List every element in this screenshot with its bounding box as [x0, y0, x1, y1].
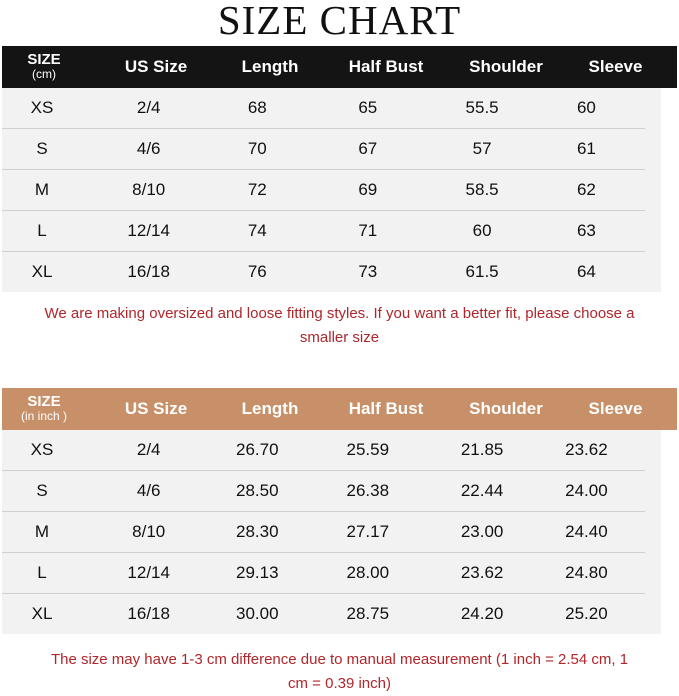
- table-header: [2, 46, 677, 88]
- table-row: [2, 553, 645, 594]
- cell-length: 28.30: [236, 522, 279, 541]
- cell-length: 68: [247, 98, 267, 117]
- size-table-cm: [2, 46, 677, 292]
- header-length: Length: [241, 399, 299, 418]
- cell-sleeve: 24.00: [565, 481, 608, 500]
- table-row: [2, 88, 645, 129]
- header-sleeve: Sleeve: [588, 399, 643, 418]
- table-row: [2, 170, 645, 211]
- cell-half-bust: 65: [358, 98, 378, 117]
- table-row: [2, 211, 645, 252]
- cell-us-size: 4/6: [136, 481, 161, 500]
- table-row: [2, 252, 645, 292]
- cell-shoulder: 55.5: [465, 98, 499, 117]
- cell-size: M: [34, 180, 50, 199]
- cell-sleeve: 23.62: [565, 440, 608, 459]
- header-us-size: US Size: [124, 399, 188, 418]
- table-row: [2, 512, 645, 553]
- table-row: [2, 430, 645, 471]
- cell-half-bust: 27.17: [346, 522, 390, 541]
- cell-shoulder: 57: [472, 139, 492, 158]
- header-half-bust: Half Bust: [348, 57, 424, 76]
- size-table-inch: [2, 388, 677, 634]
- size-header-label: SIZE: [27, 393, 61, 410]
- cell-half-bust: 28.00: [346, 563, 390, 582]
- cell-size: S: [36, 139, 48, 158]
- cell-sleeve: 63: [576, 221, 596, 240]
- unit-label: (cm): [32, 67, 56, 81]
- measurement-note: The size may have 1-3 cm difference due to manual measurement (1 inch = 2.54 cm, 1 cm = 0.39 inch): [50, 651, 629, 692]
- cell-length: 74: [247, 221, 267, 240]
- table-header: [2, 388, 677, 430]
- cell-sleeve: 62: [576, 180, 596, 199]
- cell-shoulder: 58.5: [465, 180, 499, 199]
- cell-sleeve: 24.40: [565, 522, 608, 541]
- cell-half-bust: 25.59: [346, 440, 390, 459]
- header-sleeve: Sleeve: [588, 57, 643, 76]
- cell-half-bust: 69: [358, 180, 378, 199]
- size-header-label: SIZE: [27, 51, 61, 68]
- table-row: [2, 129, 645, 170]
- cell-sleeve: 61: [576, 139, 596, 158]
- cell-shoulder: 61.5: [465, 262, 499, 281]
- cell-sleeve: 24.80: [565, 563, 608, 582]
- cell-length: 29.13: [236, 563, 279, 582]
- cell-half-bust: 28.75: [346, 604, 390, 623]
- page-title: SIZE CHART: [217, 0, 462, 43]
- unit-label: (in inch ): [20, 409, 67, 423]
- cell-length: 72: [247, 180, 267, 199]
- cell-length: 76: [247, 262, 267, 281]
- table-row: [2, 594, 645, 634]
- cell-size: S: [36, 481, 48, 500]
- cell-size: L: [37, 221, 47, 240]
- cell-us-size: 4/6: [136, 139, 161, 158]
- cell-size: XS: [30, 440, 54, 459]
- cell-shoulder: 24.20: [460, 604, 504, 623]
- cell-us-size: 12/14: [127, 563, 170, 582]
- cell-us-size: 16/18: [127, 262, 170, 281]
- cell-sleeve: 25.20: [565, 604, 608, 623]
- cell-half-bust: 71: [358, 221, 378, 240]
- fit-note: We are making oversized and loose fitting styles. If you want a better fit, please choose a smaller size: [44, 305, 635, 346]
- cell-half-bust: 26.38: [346, 481, 390, 500]
- header-length: Length: [241, 57, 299, 76]
- cell-shoulder: 23.00: [460, 522, 504, 541]
- table-body: [2, 430, 661, 634]
- cell-size: L: [37, 563, 47, 582]
- cell-shoulder: 22.44: [460, 481, 504, 500]
- cell-size: M: [34, 522, 50, 541]
- cell-size: XL: [31, 262, 53, 281]
- cell-size: XL: [31, 604, 53, 623]
- cell-length: 28.50: [236, 481, 279, 500]
- cell-shoulder: 60: [472, 221, 492, 240]
- cell-size: XS: [30, 98, 54, 117]
- cell-us-size: 8/10: [132, 180, 166, 199]
- cell-sleeve: 60: [576, 98, 596, 117]
- size-header-cell: [2, 395, 86, 423]
- cell-us-size: 2/4: [136, 440, 161, 459]
- cell-length: 70: [247, 139, 267, 158]
- cell-sleeve: 64: [576, 262, 596, 281]
- cell-half-bust: 67: [358, 139, 378, 158]
- header-shoulder: Shoulder: [469, 57, 543, 76]
- header-half-bust: Half Bust: [348, 399, 424, 418]
- cell-length: 26.70: [236, 440, 279, 459]
- header-shoulder: Shoulder: [469, 399, 543, 418]
- table-body: [2, 88, 661, 292]
- cell-us-size: 2/4: [136, 98, 161, 117]
- cell-us-size: 8/10: [132, 522, 166, 541]
- header-us-size: US Size: [124, 57, 188, 76]
- size-header-cell: [2, 53, 86, 81]
- cell-half-bust: 73: [358, 262, 378, 281]
- cell-shoulder: 23.62: [460, 563, 504, 582]
- cell-us-size: 12/14: [127, 221, 170, 240]
- table-row: [2, 471, 645, 512]
- cell-shoulder: 21.85: [460, 440, 504, 459]
- cell-length: 30.00: [236, 604, 279, 623]
- cell-us-size: 16/18: [127, 604, 170, 623]
